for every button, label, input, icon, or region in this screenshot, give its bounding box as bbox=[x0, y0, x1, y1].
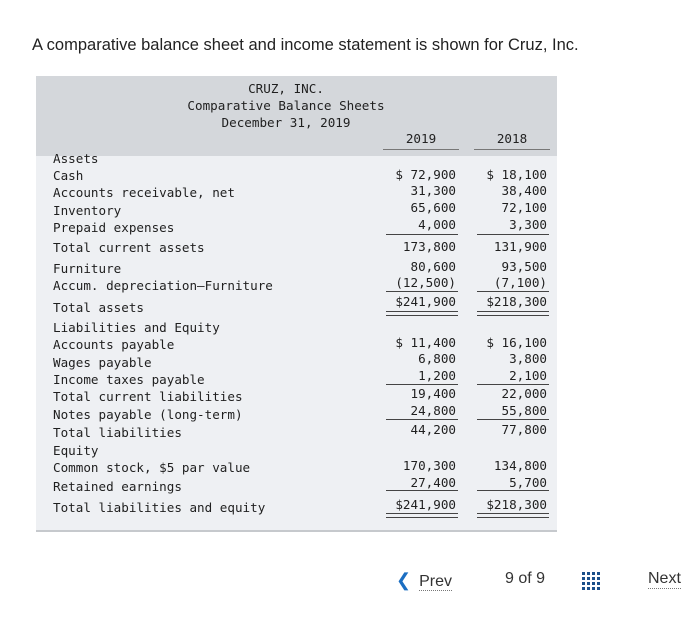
np-2019: 24,800 bbox=[410, 403, 456, 418]
ar-2018: 38,400 bbox=[501, 183, 547, 198]
ap-2018: $ 16,100 bbox=[486, 335, 547, 350]
inventory-2018: 72,100 bbox=[501, 200, 547, 215]
tl-2019: 44,200 bbox=[410, 422, 456, 437]
column-rule-2019 bbox=[383, 149, 459, 150]
tca-2018: 131,900 bbox=[493, 239, 547, 254]
row-label-ar: Accounts receivable, net bbox=[53, 185, 235, 200]
tl-2018: 77,800 bbox=[501, 422, 547, 437]
prev-label: Prev bbox=[419, 573, 452, 590]
intro-text: A comparative balance sheet and income statement is shown for Cruz, Inc. bbox=[32, 36, 579, 54]
ar-2019: 31,300 bbox=[410, 183, 456, 198]
row-label-income-taxes-payable: Income taxes payable bbox=[53, 372, 205, 387]
column-rule-2018 bbox=[474, 149, 550, 150]
cash-2019: $ 72,900 bbox=[395, 167, 456, 182]
row-label-total-liabilities: Total liabilities bbox=[53, 425, 182, 440]
current-page: 9 bbox=[505, 570, 514, 587]
total-pages: 9 bbox=[536, 570, 546, 587]
row-label-accum-depreciation: Accum. depreciation—Furniture bbox=[53, 278, 273, 293]
column-2018: 2018 bbox=[496, 131, 528, 146]
row-label-inventory: Inventory bbox=[53, 203, 122, 218]
tcl-2018: 22,000 bbox=[501, 386, 547, 401]
row-label-retained-earnings: Retained earnings bbox=[53, 479, 182, 494]
cash-2018: $ 18,100 bbox=[486, 167, 547, 182]
tcl-2019: 19,400 bbox=[410, 386, 456, 401]
row-label-wages-payable: Wages payable bbox=[53, 355, 152, 370]
cs-2018: 134,800 bbox=[493, 458, 547, 473]
subtotal-rule bbox=[477, 234, 549, 235]
row-label-common-stock: Common stock, $5 par value bbox=[53, 460, 251, 475]
tca-2019: 173,800 bbox=[402, 239, 456, 254]
itp-2019: 1,200 bbox=[418, 368, 456, 383]
grid-icon[interactable] bbox=[582, 572, 600, 590]
furniture-2019: 80,600 bbox=[410, 259, 456, 274]
subtotal-rule bbox=[386, 419, 458, 420]
prepaid-2019: 4,000 bbox=[418, 217, 456, 232]
card-bottom-rule bbox=[36, 530, 557, 532]
row-label-furniture: Furniture bbox=[53, 261, 122, 276]
itp-2018: 2,100 bbox=[509, 368, 547, 383]
np-2018: 55,800 bbox=[501, 403, 547, 418]
chevron-left-icon: ❮ bbox=[396, 570, 412, 590]
row-label-total-liabilities-equity: Total liabilities and equity bbox=[53, 500, 266, 515]
accum-2019: (12,500) bbox=[395, 275, 456, 290]
wages-2018: 3,800 bbox=[509, 351, 547, 366]
subtotal-rule bbox=[386, 490, 458, 491]
prepaid-2018: 3,300 bbox=[509, 217, 547, 232]
subtotal-rule bbox=[477, 291, 549, 292]
inventory-2019: 65,600 bbox=[410, 200, 456, 215]
liabilities-equity-heading: Liabilities and Equity bbox=[53, 320, 220, 335]
row-label-notes-payable: Notes payable (long-term) bbox=[53, 407, 243, 422]
subtotal-rule bbox=[386, 234, 458, 235]
total-double-rule bbox=[477, 513, 549, 518]
next-button[interactable]: Next bbox=[648, 570, 681, 587]
total-assets-2018: $218,300 bbox=[486, 294, 547, 309]
re-2018: 5,700 bbox=[509, 475, 547, 490]
row-label-cash: Cash bbox=[53, 168, 84, 183]
re-2019: 27,400 bbox=[410, 475, 456, 490]
total-double-rule bbox=[477, 311, 549, 316]
furniture-2018: 93,500 bbox=[501, 259, 547, 274]
subtotal-rule bbox=[477, 490, 549, 491]
row-label-prepaid: Prepaid expenses bbox=[53, 220, 175, 235]
company-name: CRUZ, INC. bbox=[248, 81, 324, 96]
ap-2019: $ 11,400 bbox=[395, 335, 456, 350]
accum-2018: (7,100) bbox=[493, 275, 547, 290]
row-label-total-current-assets: Total current assets bbox=[53, 240, 205, 255]
wages-2019: 6,800 bbox=[418, 351, 456, 366]
total-double-rule bbox=[386, 513, 458, 518]
row-label-total-assets: Total assets bbox=[53, 300, 144, 315]
statement-date: December 31, 2019 bbox=[221, 115, 351, 130]
statement-title: Comparative Balance Sheets bbox=[187, 98, 385, 113]
row-label-accounts-payable: Accounts payable bbox=[53, 337, 175, 352]
cs-2019: 170,300 bbox=[402, 458, 456, 473]
subtotal-rule bbox=[386, 291, 458, 292]
assets-heading: Assets bbox=[53, 151, 99, 166]
page-indicator bbox=[505, 570, 545, 588]
balance-sheet-header bbox=[36, 76, 557, 156]
prev-button[interactable] bbox=[396, 570, 452, 591]
total-double-rule bbox=[386, 311, 458, 316]
total-assets-2019: $241,900 bbox=[395, 294, 456, 309]
equity-heading: Equity bbox=[53, 443, 99, 458]
tle-2018: $218,300 bbox=[486, 497, 547, 512]
row-label-total-current-liabilities: Total current liabilities bbox=[53, 389, 243, 404]
tle-2019: $241,900 bbox=[395, 497, 456, 512]
page-of: of bbox=[518, 570, 532, 587]
column-2019: 2019 bbox=[405, 131, 437, 146]
subtotal-rule bbox=[477, 419, 549, 420]
balance-sheet-card bbox=[36, 76, 557, 532]
